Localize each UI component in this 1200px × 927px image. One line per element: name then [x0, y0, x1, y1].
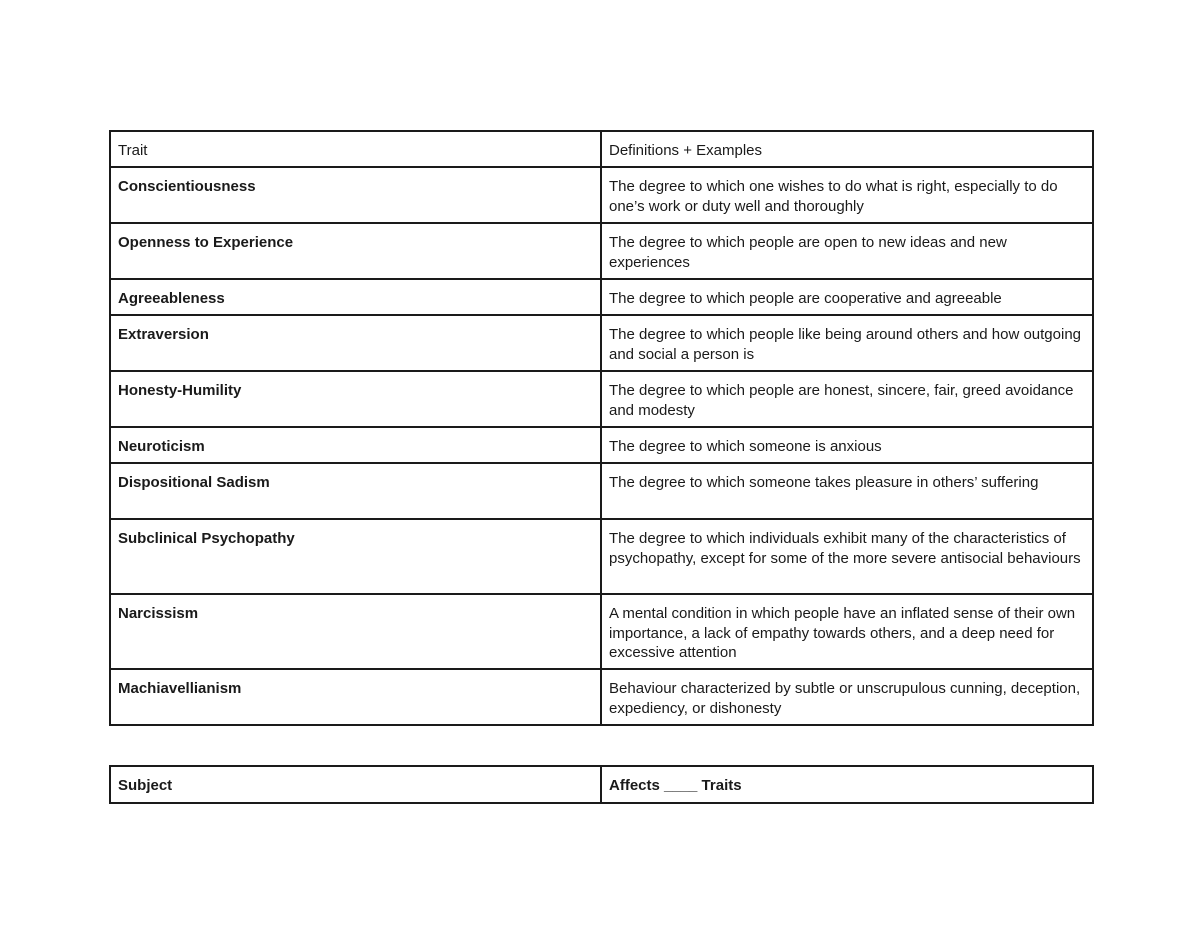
table-header-row [110, 766, 1093, 803]
table-row [110, 315, 1093, 371]
table-row [110, 223, 1093, 279]
table-row [110, 669, 1093, 725]
trait-definition-cell: The degree to which individuals exhibit many of the characteristics of psychopathy, except for some of the more severe antisocial behaviours [601, 519, 1093, 594]
trait-definition-cell: The degree to which one wishes to do what is right, especially to do one’s work or duty well and thoroughly [601, 167, 1093, 223]
trait-name-cell: Agreeableness [110, 279, 601, 315]
header-definitions: Definitions + Examples [601, 131, 1093, 167]
trait-definition-cell: The degree to which people like being around others and how outgoing and social a person is [601, 315, 1093, 371]
trait-definition-cell: The degree to which someone takes pleasure in others’ suffering [601, 463, 1093, 519]
subject-table [109, 765, 1094, 804]
table-header-row [110, 131, 1093, 167]
table-row [110, 519, 1093, 594]
trait-definition-cell: The degree to which someone is anxious [601, 427, 1093, 463]
trait-name-cell: Honesty-Humility [110, 371, 601, 427]
table-row [110, 167, 1093, 223]
trait-name-cell: Machiavellianism [110, 669, 601, 725]
trait-name-cell: Conscientiousness [110, 167, 601, 223]
trait-name-cell: Neuroticism [110, 427, 601, 463]
trait-definition-cell: The degree to which people are honest, sincere, fair, greed avoidance and modesty [601, 371, 1093, 427]
table-row [110, 594, 1093, 669]
header-subject: Subject [110, 766, 601, 803]
table-row [110, 427, 1093, 463]
trait-name-cell: Extraversion [110, 315, 601, 371]
trait-name-cell: Openness to Experience [110, 223, 601, 279]
table-row [110, 279, 1093, 315]
table-row [110, 463, 1093, 519]
header-affects-traits: Affects ____ Traits [601, 766, 1093, 803]
trait-name-cell: Dispositional Sadism [110, 463, 601, 519]
trait-definition-cell: Behaviour characterized by subtle or unscrupulous cunning, deception, expediency, or dishonesty [601, 669, 1093, 725]
traits-table [109, 130, 1094, 726]
header-trait: Trait [110, 131, 601, 167]
trait-name-cell: Narcissism [110, 594, 601, 669]
table-row [110, 371, 1093, 427]
trait-definition-cell: The degree to which people are open to new ideas and new experiences [601, 223, 1093, 279]
trait-definition-cell: The degree to which people are cooperative and agreeable [601, 279, 1093, 315]
trait-definition-cell: A mental condition in which people have an inflated sense of their own importance, a lack of empathy towards others, and a deep need for excessive attention [601, 594, 1093, 669]
trait-name-cell: Subclinical Psychopathy [110, 519, 601, 594]
